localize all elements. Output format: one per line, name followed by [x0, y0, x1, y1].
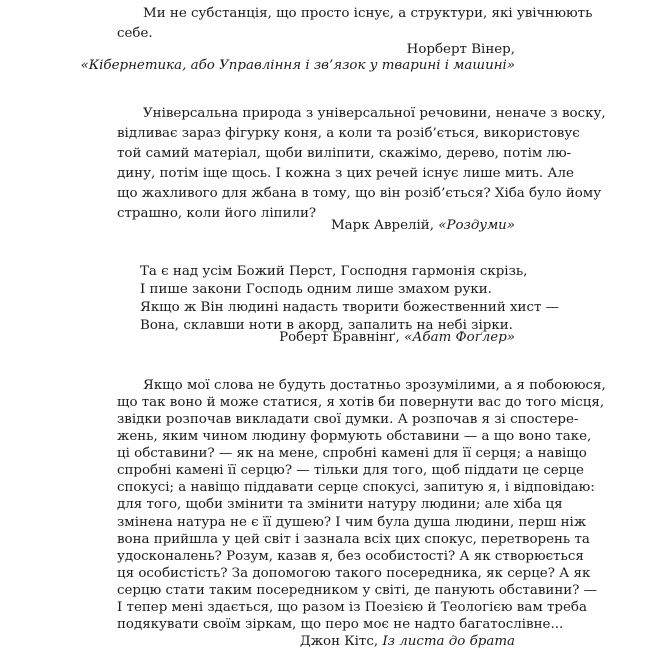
quote-line: спокусі; а навіщо піддавати серце спокусі, запитую я, і відповідаю: [117, 480, 595, 496]
quote-line: вона прийшла у цей світ і зазнала всіх цих спокус, перетворень та [117, 531, 590, 547]
epigraph-author: Роберт Бравнінґ, [279, 330, 400, 345]
quote-line: удосконалень? Розум, казав я, без особистості? А як створюється [117, 548, 584, 564]
verse-line: Вона, склавши ноти в акорд, запалить на небі зірки. [140, 318, 513, 333]
quote-line: серцю стати таким посередником у світі, де панують обставини? — [117, 582, 598, 598]
quote-line: ця особистість? За допомогою такого посередника, як серце? А як [117, 565, 591, 581]
quote-line: страшно, коли його ліпили? [117, 206, 317, 221]
quote-line: змінена натура не є її душею? І чим була душа людини, перш ніж [117, 514, 587, 530]
quote-line: подякувати своїм зіркам, що перо моє не надто багатослівне... [117, 616, 564, 632]
quote-line: Якщо мої слова не будуть достатньо зрозумілими, а я побоююся, [143, 378, 606, 393]
epigraph-attribution [331, 216, 515, 236]
epigraph-source: «Роздуми» [438, 218, 515, 233]
quote-line: Універсальна природа з універсальної речовини, неначе з воску, [143, 106, 606, 121]
quote-line: дину, потім іще щось. І кожна з цих речей існує лише мить. Але [117, 166, 574, 181]
epigraph-source: Із листа до брата [382, 634, 515, 649]
epigraph-author: Норберт Вінер, [406, 42, 515, 57]
epigraph-attribution [300, 632, 515, 652]
quote-line: І тепер мені здається, що разом із Поезією й Теологією вам треба [117, 599, 587, 615]
quote-line: звідки розпочав викладати свої думки. А розпочав я зі спостере- [117, 412, 579, 428]
verse-line: І пише закони Господь одним лише змахом руки. [140, 282, 492, 297]
quote-line: Ми не субстанція, що просто існує, а структури, які увічнюють [143, 6, 593, 21]
epigraph-source: «Кібернетика, або Управління і зв’язок у тварині і машині» [80, 58, 515, 73]
quote-line: себе. [117, 26, 153, 41]
quote-line: жень, яким чином людину формують обставини — а що воно таке, [117, 429, 592, 445]
verse-line: Та є над усім Божий Перст, Господня гармонія скрізь, [140, 264, 528, 279]
quote-line: що жахливого для жбана в тому, що він розіб’ється? Хіба було йому [117, 186, 602, 201]
quote-line: спробні камені її серцю? — тільки для того, щоб піддати це серце [117, 463, 584, 479]
quote-line: той самий матеріал, щоби виліпити, скажімо, дерево, потім лю- [117, 146, 572, 161]
quote-line: ці обставини? — як на мене, спробні камені для її серця; а навіщо [117, 446, 587, 462]
quote-line: для того, щоби змінити та змінити натуру людини; але хіба ця [117, 497, 563, 513]
verse-line: Якщо ж Він людині надасть творити божественний хист — [140, 300, 560, 315]
quote-line: відливає зараз фігурку коня, а коли та розіб’ється, використовує [117, 126, 580, 141]
epigraph-attribution [279, 328, 515, 348]
epigraph-author: Марк Аврелій, [330, 218, 434, 233]
quote-line: що так воно й може статися, я хотів би повернути вас до того місця, [117, 395, 605, 411]
epigraph-source: «Абат Фоґлер» [404, 330, 515, 345]
epigraph-author: Джон Кітс, [299, 634, 379, 649]
